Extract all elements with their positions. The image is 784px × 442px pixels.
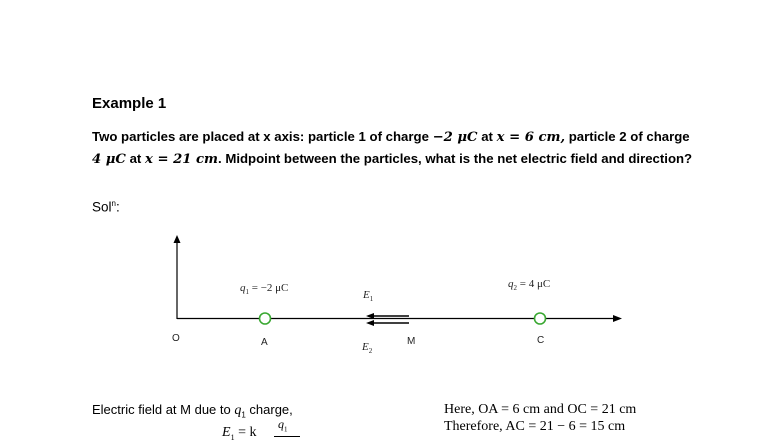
point-a-label: A — [261, 337, 268, 348]
problem-charge-2: 4 μC — [92, 151, 126, 167]
y-axis-arrowhead — [174, 235, 181, 243]
given-distances: Here, OA = 6 cm and OC = 21 cm — [444, 402, 637, 417]
problem-text-2: at — [477, 129, 497, 144]
point-m-label: M — [407, 336, 416, 347]
x-axis-arrowhead — [613, 315, 622, 322]
charge-q2-marker — [535, 313, 546, 324]
e2-arrowhead — [366, 320, 374, 326]
q2-label: $q_2 = 4$ μC — [508, 278, 551, 293]
field-formula: $E_1 = k$ — [222, 425, 257, 442]
problem-text-5: . Midpoint between the particles, what is the net electric field and direction? — [218, 150, 693, 166]
example-title: Example 1 — [92, 95, 167, 112]
field-description: Electric field at M due to $q_1$ charge, — [92, 402, 293, 420]
e2-label: $E_2$ — [362, 341, 373, 356]
computed-distance: Therefore, AC = 21 − 6 = 15 cm — [444, 419, 626, 434]
problem-charge-1: −2 μC — [432, 130, 478, 145]
problem-text-1: Two particles are placed at x axis: particle 1 of charge — [92, 129, 433, 144]
q1-label: $q_1 = -2$ μC — [240, 282, 289, 297]
formula-numerator: $q_1$ — [278, 417, 288, 434]
fraction-bar — [274, 436, 300, 437]
solution-label: Sol$^n$: — [92, 199, 120, 215]
problem-text-3: particle 2 of charge — [565, 129, 690, 144]
problem-position-1: x = 6 cm, — [496, 130, 566, 145]
problem-text-4: at — [125, 150, 145, 166]
e1-label: $E_1$ — [363, 289, 374, 304]
problem-position-2: x = 21 cm — [144, 151, 219, 167]
charge-q1-marker — [260, 313, 271, 324]
point-c-label: C — [537, 335, 545, 346]
point-o-label: O — [172, 333, 180, 344]
